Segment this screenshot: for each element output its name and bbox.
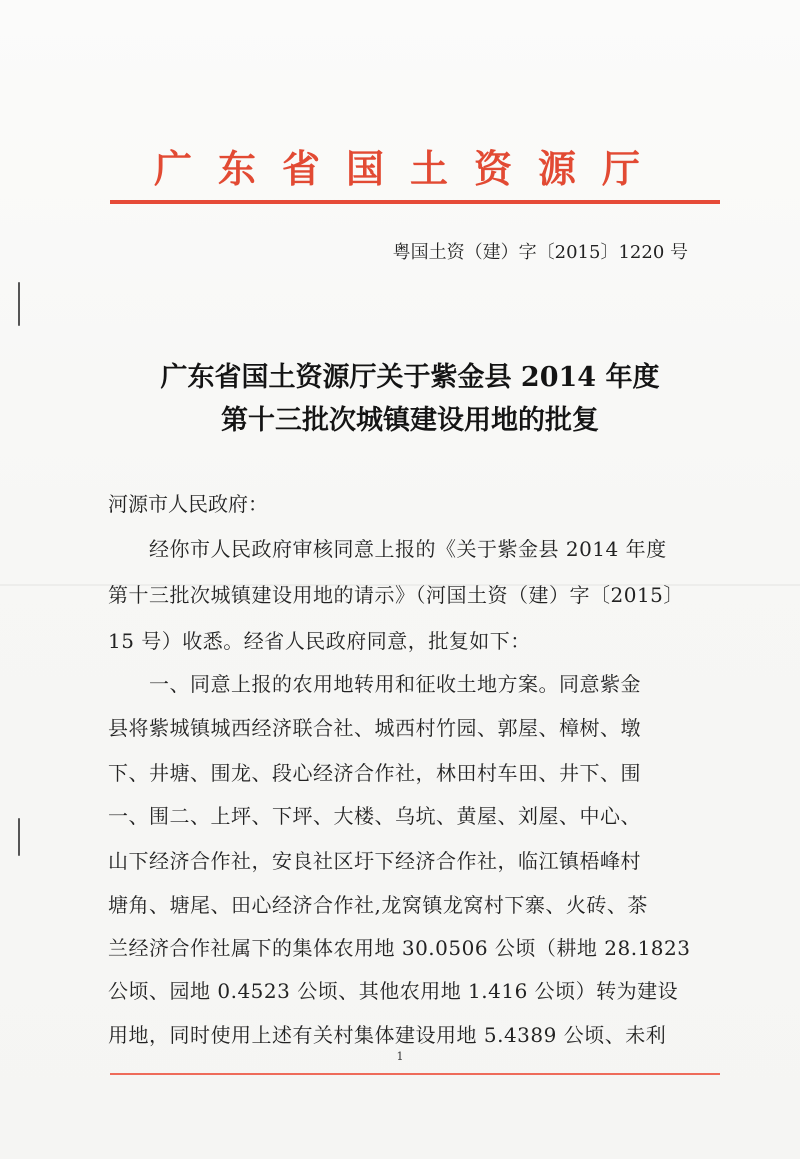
body-line: 下、井塘、围龙、段心经济合作社，林田村车田、井下、围: [108, 761, 641, 785]
binding-mark-top: [18, 282, 20, 326]
document-title-line-2: 第十三批次城镇建设用地的批复: [221, 405, 599, 436]
body-line: 经你市人民政府审核同意上报的《关于紫金县 2014 年度: [108, 537, 667, 561]
body-line: 一、同意上报的农用地转用和征收土地方案。同意紫金: [108, 672, 641, 696]
page-number: 1: [396, 1050, 404, 1063]
body-line: 用地，同时使用上述有关村集体建设用地 5.4389 公顷、未利: [108, 1023, 667, 1047]
document-title-line-1: 广东省国土资源厅关于紫金县 2014 年度: [160, 362, 660, 393]
body-line: 一、围二、上坪、下坪、大楼、乌坑、黄屋、刘屋、中心、: [108, 804, 641, 828]
binding-mark-bottom: [18, 818, 20, 856]
body-line: 兰经济合作社属下的集体农用地 30.0506 公顷（耕地 28.1823: [108, 936, 691, 960]
letterhead-red-rule: [110, 200, 720, 204]
letterhead-org-name: 广东省国土资源厅: [153, 147, 666, 191]
footer-red-rule: [110, 1073, 720, 1075]
body-line: 第十三批次城镇建设用地的请示》（河国土资（建）字〔2015〕: [108, 583, 684, 607]
addressee: 河源市人民政府：: [108, 492, 268, 516]
body-line: 县将紫城镇城西经济联合社、城西村竹园、郭屋、樟树、墩: [108, 716, 641, 740]
body-line: 15 号）收悉。经省人民政府同意，批复如下：: [108, 629, 531, 653]
body-line: 山下经济合作社，安良社区圩下经济合作社，临江镇梧峰村: [108, 849, 641, 873]
body-line: 公顷、园地 0.4523 公顷、其他农用地 1.416 公顷）转为建设: [108, 979, 679, 1003]
document-number: 粤国土资（建）字〔2015〕1220 号: [392, 242, 688, 263]
body-line: 塘角、塘尾、田心经济合作社,龙窝镇龙窝村下寨、火砖、茶: [108, 893, 648, 917]
